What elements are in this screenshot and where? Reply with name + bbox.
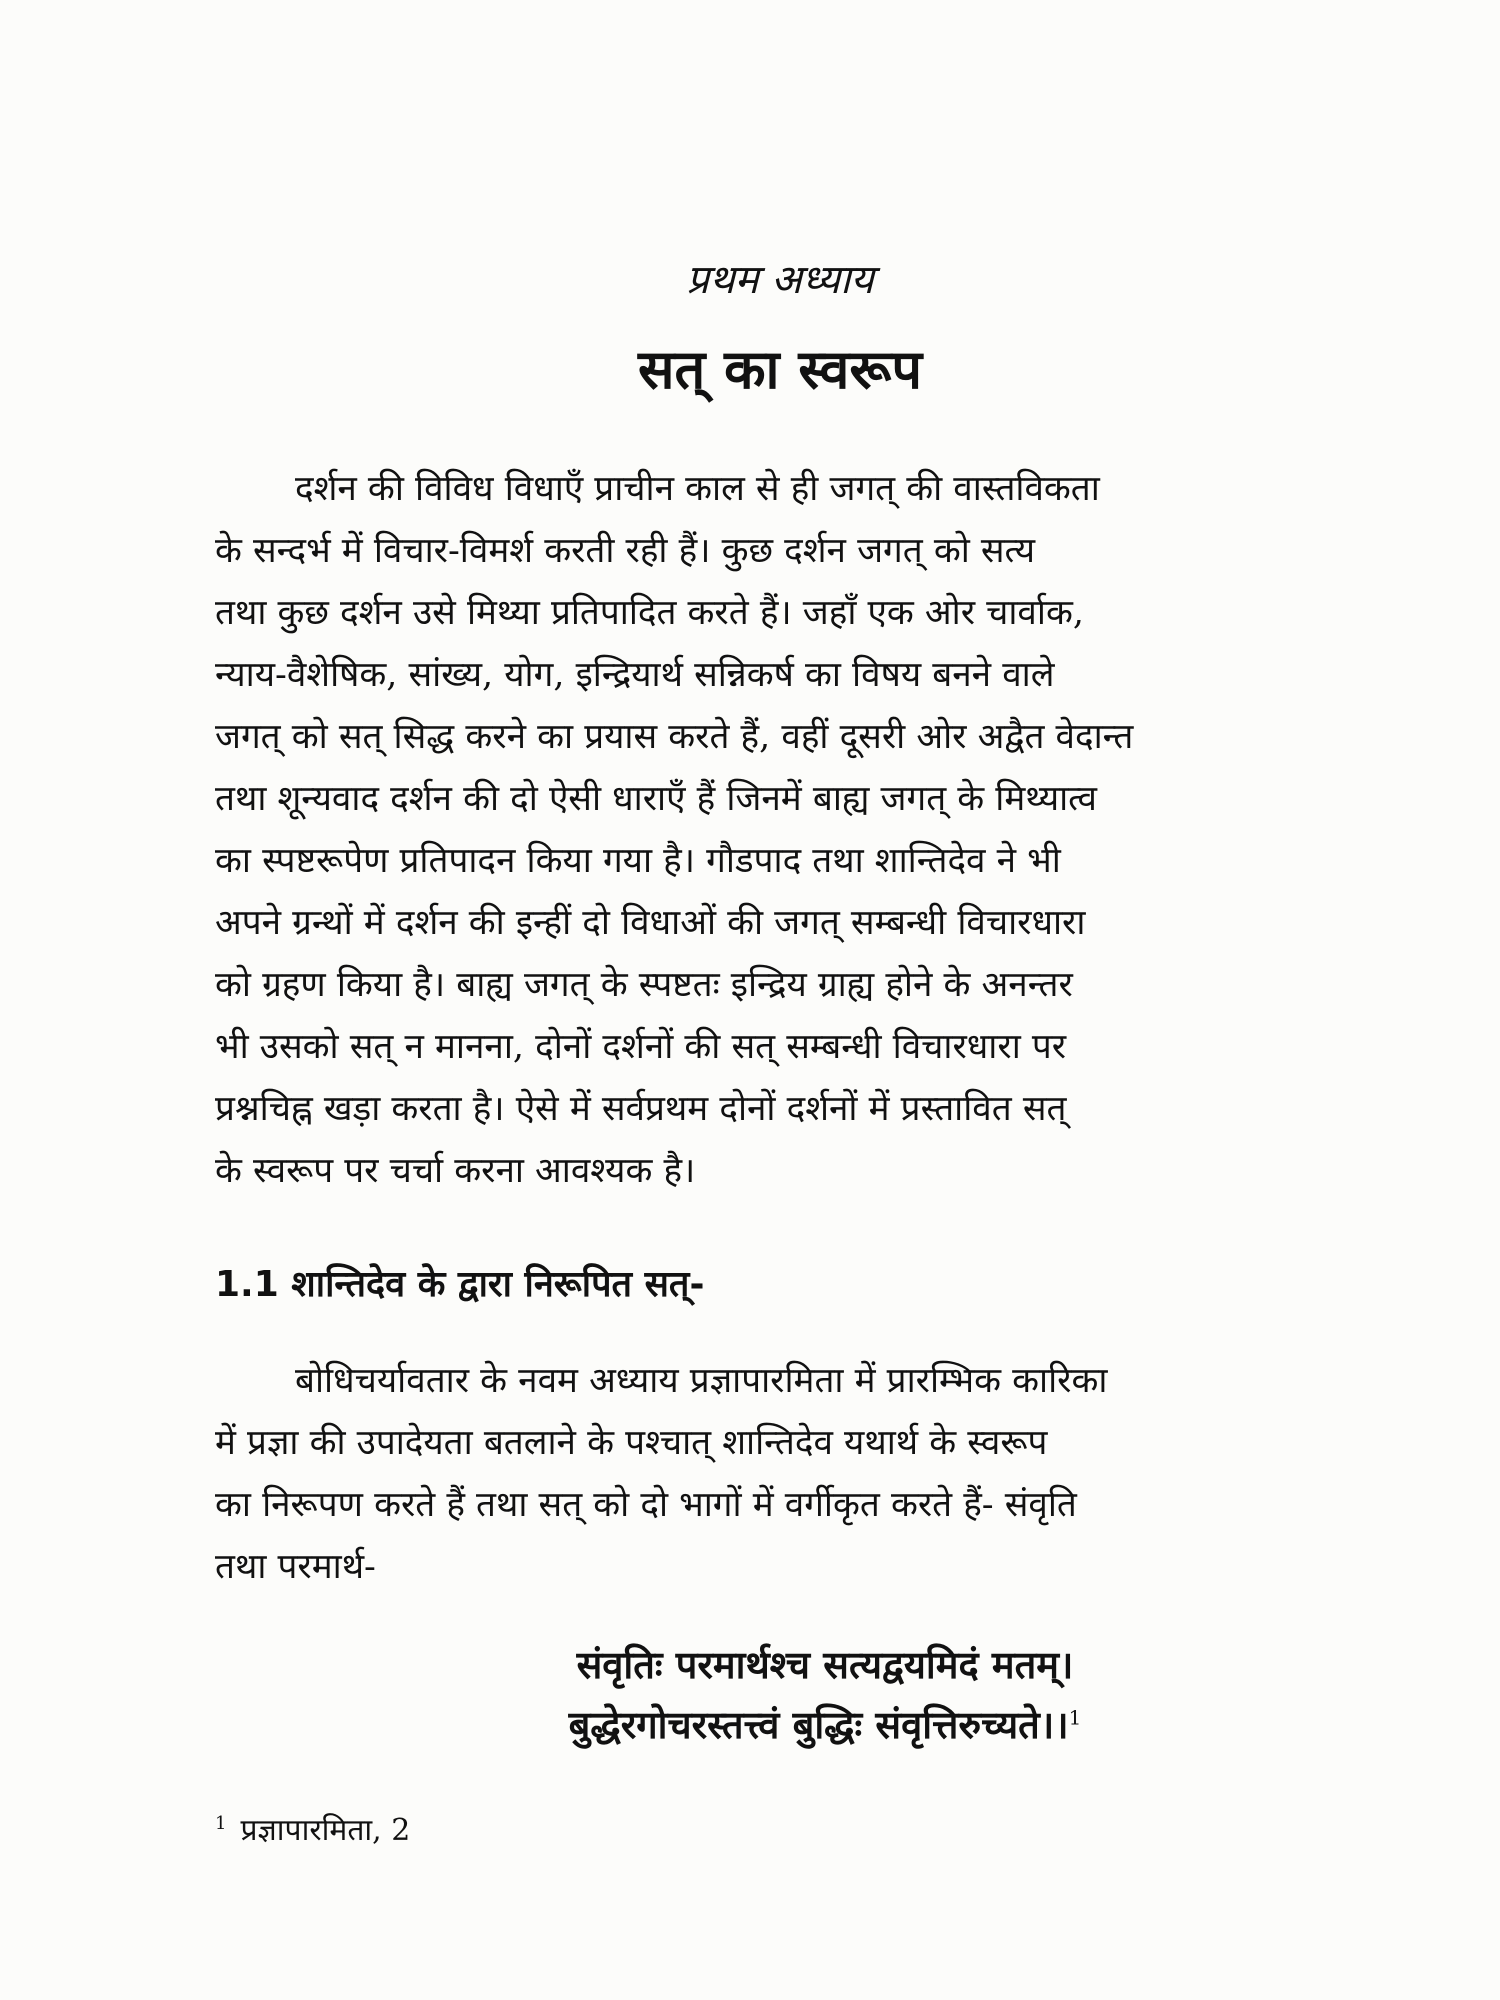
chapter-title: सत् का स्वरूप <box>637 338 922 401</box>
section-heading: 1.1 शान्तिदेव के द्वारा निरूपित सत्- <box>215 1264 705 1305</box>
paragraph-line: का स्पष्टरूपेण प्रतिपादन किया गया है। गौडपाद तथा शान्तिदेव ने भी <box>215 841 1061 881</box>
footnote-text: प्रज्ञापारमिता, 2 <box>240 1813 411 1848</box>
footnote <box>215 1808 410 1849</box>
paragraph-line: जगत् को सत् सिद्ध करने का प्रयास करते हैं, वहीं दूसरी ओर अद्वैत वेदान्त <box>215 717 1134 757</box>
paragraph-line: में प्रज्ञा की उपादेयता बतलाने के पश्चात् शान्तिदेव यथार्थ के स्वरूप <box>215 1423 1048 1463</box>
verse-line-2-text: बुद्धेरगोचरस्तत्त्वं बुद्धिः संवृत्तिरुच्यते।। <box>568 1702 1069 1747</box>
verse-line-2 <box>0 1698 1500 1750</box>
intro-paragraph <box>215 458 1315 1202</box>
chapter-label: प्रथम अध्याय <box>686 257 874 303</box>
paragraph-line: का निरूपण करते हैं तथा सत् को दो भागों में वर्गीकृत करते हैं- संवृति <box>215 1485 1077 1525</box>
paragraph-line: को ग्रहण किया है। बाह्य जगत् के स्पष्टतः इन्द्रिय ग्राह्य होने के अनन्तर <box>215 965 1073 1005</box>
paragraph-line: तथा शून्यवाद दर्शन की दो ऐसी धाराएँ हैं जिनमें बाह्य जगत् के मिथ्यात्व <box>215 779 1097 819</box>
paragraph-line: के स्वरूप पर चर्चा करना आवश्यक है। <box>215 1151 696 1191</box>
paragraph-line: तथा कुछ दर्शन उसे मिथ्या प्रतिपादित करते हैं। जहाँ एक ओर चार्वाक, <box>215 593 1084 633</box>
paragraph-line: न्याय-वैशेषिक, सांख्य, योग, इन्द्रियार्थ सन्निकर्ष का विषय बनने वाले <box>215 655 1055 695</box>
verse-line-1: संवृतिः परमार्थश्च सत्यद्वयमिदं मतम्। <box>576 1642 1074 1687</box>
paragraph-line: तथा परमार्थ- <box>215 1547 376 1587</box>
paragraph-line: प्रश्नचिह्न खड़ा करता है। ऐसे में सर्वप्रथम दोनों दर्शनों में प्रस्तावित सत् <box>215 1089 1067 1129</box>
footnote-reference: 1 <box>1068 1705 1082 1730</box>
paragraph-line: अपने ग्रन्थों में दर्शन की इन्हीं दो विधाओं की जगत् सम्बन्धी विचारधारा <box>215 903 1086 943</box>
paragraph-line: दर्शन की विविध विधाएँ प्राचीन काल से ही जगत् की वास्तविकता <box>295 469 1100 509</box>
paragraph-line: के सन्दर्भ में विचार-विमर्श करती रही हैं। कुछ दर्शन जगत् को सत्य <box>215 531 1035 571</box>
paragraph-line: भी उसको सत् न मानना, दोनों दर्शनों की सत् सम्बन्धी विचारधारा पर <box>215 1027 1067 1067</box>
footnote-number: 1 <box>215 1813 227 1834</box>
section-paragraph <box>215 1350 1315 1598</box>
paragraph-line: बोधिचर्यावतार के नवम अध्याय प्रज्ञापारमिता में प्रारम्भिक कारिका <box>295 1361 1108 1401</box>
